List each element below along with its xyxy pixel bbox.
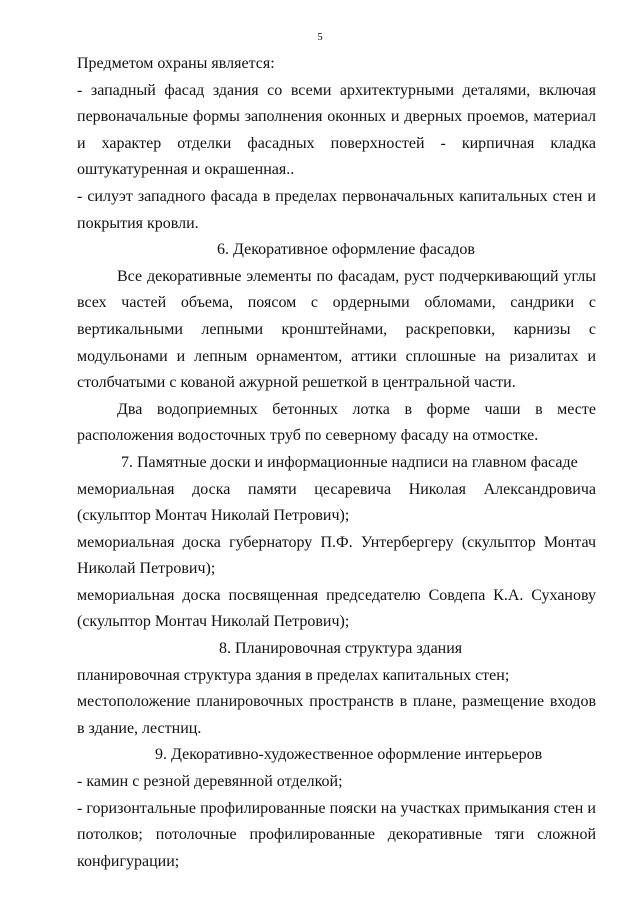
section-heading: 6. Декоративное оформление фасадов [217,241,475,259]
section-heading: 8. Планировочная структура здания [219,640,463,658]
document-body [77,51,596,875]
paragraph: Предметом охраны является: [77,55,275,72]
paragraph: мемориальная доска губернатору П.Ф. Унтербергеру (скульптор Монтач Николай Петрович); [77,533,596,578]
paragraph: мемориальная доска памяти цесаревича Николая Александровича (скульптор Монтач Николай Петрович); [77,480,596,525]
section-heading: 9. Декоративно-художественное оформление интерьеров [155,746,543,764]
paragraph: Два водоприемных бетонных лотка в форме чаши в месте расположения водосточных труб по северному фасаду на отмостке. [77,400,596,445]
paragraph: местоположение планировочных пространств в плане, размещение входов в здание, лестниц. [77,693,596,737]
paragraph: - силуэт западного фасада в пределах первоначальных капитальных стен и покрытия кровли. [77,187,596,232]
paragraph: - западный фасад здания со всеми архитектурными деталями, включая первоначальные формы заполнения оконных и дверных проемов, материал и характер отделки фасадных поверхностей - кирпичная кладка оштукатуренная и окрашенная.. [77,81,596,179]
paragraph: планировочная структура здания в пределах капитальных стен; [77,666,510,684]
paragraph: - камин с резной деревянной отделкой; [77,773,343,791]
section-heading: 7. Памятные доски и информационные надписи на главном фасаде [121,453,578,471]
paragraph: Все декоративные элементы по фасадам, руст подчеркивающий углы всех частей объема, поясом с ордерными обломами, сандрики с вертикальными лепными кронштейнами, раскреповки, карнизы с модульонами и лепным орнаментом, аттики сплошные на ризалитах и столбчатыми с кованой ажурной решеткой в центральной части. [77,267,596,392]
page-number: 5 [317,31,323,43]
paragraph: мемориальная доска посвященная председателю Совдепа К.А. Суханову (скульптор Монтач Николай Петрович); [77,586,596,631]
paragraph: - горизонтальные профилированные пояски на участках примыкания стен и потолков; потолочные профилированные декоративные тяги сложной конфигурации; [77,799,596,870]
